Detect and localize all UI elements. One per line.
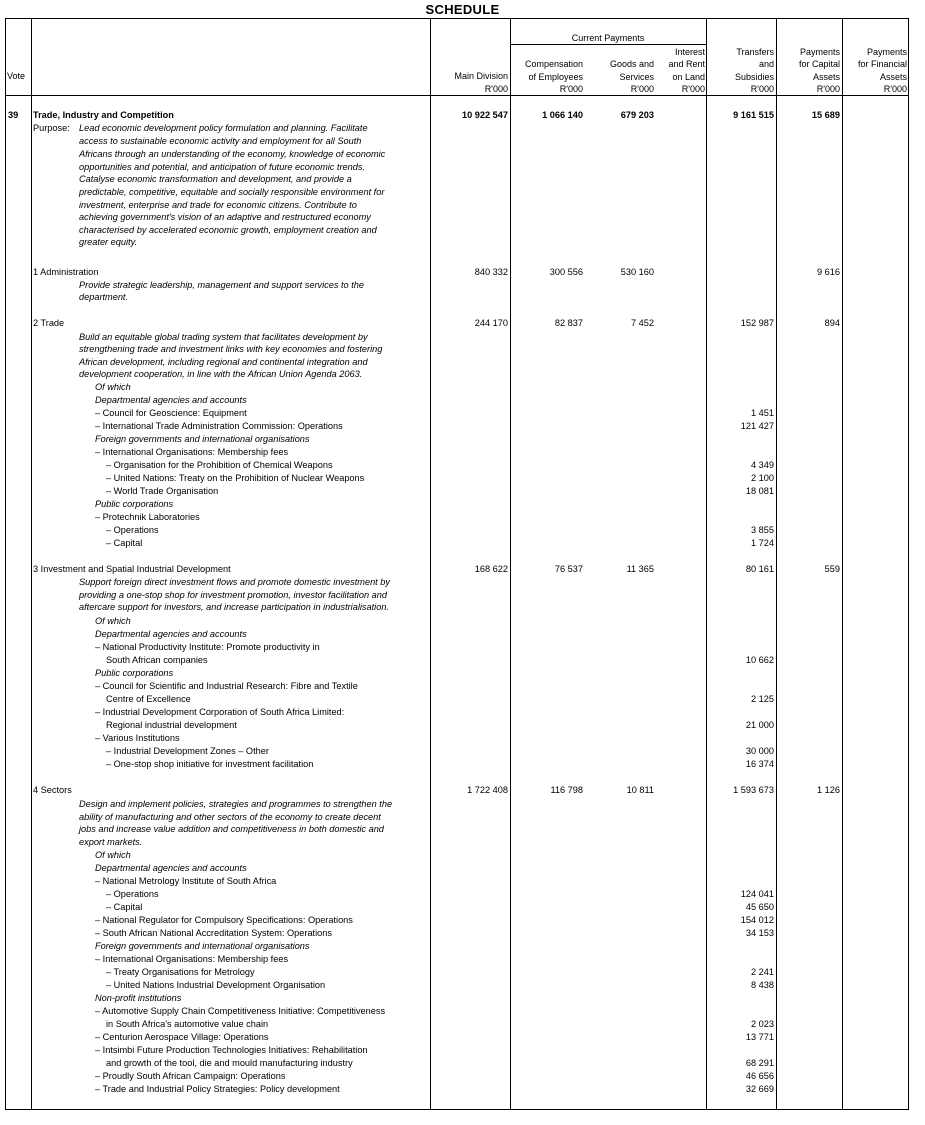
row-description: Departmental agencies and accounts (95, 863, 247, 873)
header-unit: R'000 (681, 84, 705, 94)
row-description: characterised by accelerated economic growth, employment creation and (79, 225, 377, 235)
header-unit: R'000 (883, 84, 907, 94)
row-label: – Various Institutions (95, 733, 180, 743)
row-label: Regional industrial development (106, 720, 237, 730)
cell-trans: 154 012 (740, 915, 774, 925)
header-transfers: Subsidies (734, 72, 774, 82)
cell-main: 244 170 (474, 318, 508, 328)
row-label: – Council for Geoscience: Equipment (95, 408, 247, 418)
row-label: – International Trade Administration Commission: Operations (95, 421, 343, 431)
header-capital-assets: for Capital (798, 59, 840, 69)
table-row (5, 888, 909, 901)
row-label: and growth of the tool, die and mould manufacturing industry (106, 1058, 353, 1068)
table-row (5, 875, 909, 888)
header-transfers: and (758, 59, 774, 69)
row-label: – United Nations Industrial Development Organisation (106, 980, 326, 990)
row-description: Non-profit institutions (95, 993, 182, 1003)
cell-trans: 124 041 (740, 889, 774, 899)
row-label: – World Trade Organisation (106, 486, 219, 496)
row-label: – One-stop shop initiative for investment facilitation (106, 759, 314, 769)
cell-trans: 2 023 (751, 1019, 774, 1029)
row-label: South African companies (106, 655, 208, 665)
table-row (5, 524, 909, 537)
header-rule (5, 95, 909, 96)
row-description: Of which (95, 850, 131, 860)
table-row (5, 1044, 909, 1057)
header-capital-assets: Assets (812, 72, 840, 82)
cell-trans: 34 153 (745, 928, 774, 938)
cell-trans: 30 000 (745, 746, 774, 756)
row-label: – United Nations: Treaty on the Prohibition of Nuclear Weapons (106, 473, 365, 483)
table-row (5, 798, 909, 811)
table-row (5, 927, 909, 940)
row-label: – Council for Scientific and Industrial Research: Fibre and Textile (95, 681, 358, 691)
cell-main: 10 922 547 (462, 110, 508, 120)
table-row (5, 953, 909, 966)
cell-goods: 530 160 (620, 267, 654, 277)
cell-trans: 121 427 (740, 421, 774, 431)
table-row (5, 784, 909, 797)
row-label: – Industrial Development Zones – Other (106, 746, 269, 756)
cell-comp: 300 556 (549, 267, 583, 277)
table-row (5, 563, 909, 576)
header-goods-services: Services (619, 72, 654, 82)
table-row (5, 628, 909, 641)
row-label: – Protechnik Laboratories (95, 512, 200, 522)
row-label: 2 Trade (33, 318, 65, 328)
table-row (5, 446, 909, 459)
table-row (5, 407, 909, 420)
cell-trans: 45 650 (745, 902, 774, 912)
cell-trans: 68 291 (745, 1058, 774, 1068)
table-row (5, 849, 909, 862)
row-label: – Trade and Industrial Policy Strategies: Policy development (95, 1084, 340, 1094)
cell-trans: 80 161 (745, 564, 774, 574)
table-row (5, 511, 909, 524)
header-transfers: Transfers (736, 47, 774, 57)
row-description: Of which (95, 616, 131, 626)
table-row (5, 940, 909, 953)
cell-trans: 46 656 (745, 1071, 774, 1081)
row-description: Public corporations (95, 668, 174, 678)
row-description: Design and implement policies, strategies and programmes to strengthen the (79, 799, 393, 809)
table-row (5, 148, 909, 161)
row-label: – International Organisations: Membership fees (95, 447, 289, 457)
row-description: achieving government's vision of an adaptive and restructured economy (79, 212, 371, 222)
table-row (5, 394, 909, 407)
table-row (5, 914, 909, 927)
table-row (5, 615, 909, 628)
header-main-division: Main Division (454, 71, 508, 81)
cell-trans: 16 374 (745, 759, 774, 769)
row-label: Centre of Excellence (106, 694, 191, 704)
row-label: – Capital (106, 902, 143, 912)
row-description: Provide strategic leadership, management and support services to the (79, 280, 364, 290)
row-description: African development, including regional and continental integration and (79, 357, 368, 367)
table-row (5, 472, 909, 485)
vote-number: 39 (8, 110, 19, 120)
row-label: – Operations (106, 889, 159, 899)
table-row (5, 966, 909, 979)
table-row (5, 317, 909, 330)
row-description: aftercare support for investors, and increase participation in industrialisation. (79, 602, 389, 612)
table-row (5, 433, 909, 446)
row-description: greater equity. (79, 237, 138, 247)
page-title: SCHEDULE (425, 2, 500, 17)
row-label: – Automotive Supply Chain Competitiveness Initiative: Competitiveness (95, 1006, 386, 1016)
table-row (5, 236, 909, 249)
row-label: – Operations (106, 525, 159, 535)
row-label: – Industrial Development Corporation of South Africa Limited: (95, 707, 345, 717)
row-description: development cooperation, in line with the African Union Agenda 2063. (79, 369, 363, 379)
header-interest-rent: on Land (672, 72, 705, 82)
row-description: Foreign governments and international organisations (95, 941, 310, 951)
cell-trans: 1 593 673 (733, 785, 774, 795)
row-description: Lead economic development policy formulation and planning. Facilitate (79, 123, 368, 133)
row-label: Trade, Industry and Competition (33, 110, 174, 120)
table-row (5, 654, 909, 667)
row-description: Public corporations (95, 499, 174, 509)
table-row (5, 1057, 909, 1070)
cell-goods: 11 365 (626, 564, 654, 574)
row-description: Departmental agencies and accounts (95, 629, 247, 639)
row-label: 1 Administration (33, 267, 99, 277)
cell-cap: 9 616 (817, 267, 840, 277)
header-interest-rent: and Rent (668, 59, 705, 69)
row-label: – Treaty Organisations for Metrology (106, 967, 255, 977)
row-description: jobs and increase value addition and competitiveness in both domestic and (79, 824, 384, 834)
table-row (5, 576, 909, 589)
table-row (5, 862, 909, 875)
table-row (5, 498, 909, 511)
row-label: – Intsimbi Future Production Technologies Initiatives: Rehabilitation (95, 1045, 368, 1055)
row-label: in South Africa's automotive value chain (106, 1019, 269, 1029)
cell-trans: 10 662 (745, 655, 774, 665)
row-label: – Centurion Aerospace Village: Operations (95, 1032, 269, 1042)
cell-goods: 679 203 (620, 110, 654, 120)
table-row (5, 680, 909, 693)
table-row (5, 109, 909, 122)
table-row (5, 368, 909, 381)
table-row (5, 823, 909, 836)
row-description: Catalyse economic transformation and development, and provide a (79, 174, 352, 184)
current-payments-rule (510, 44, 706, 45)
table-row (5, 706, 909, 719)
cell-trans: 9 161 515 (733, 110, 774, 120)
row-label: – Organisation for the Prohibition of Chemical Weapons (106, 460, 333, 470)
row-description: export markets. (79, 837, 143, 847)
cell-comp: 82 837 (554, 318, 583, 328)
table-row (5, 485, 909, 498)
row-label: – South African National Accreditation System: Operations (95, 928, 332, 938)
cell-trans: 3 855 (751, 525, 774, 535)
cell-trans: 2 241 (751, 967, 774, 977)
cell-trans: 2 125 (751, 694, 774, 704)
table-row (5, 1005, 909, 1018)
cell-cap: 559 (824, 564, 840, 574)
row-description: department. (79, 292, 129, 302)
row-label: – National Regulator for Compulsory Specifications: Operations (95, 915, 353, 925)
cell-trans: 18 081 (745, 486, 774, 496)
table-row (5, 1018, 909, 1031)
header-unit: R'000 (630, 84, 654, 94)
cell-main: 840 332 (474, 267, 508, 277)
table-row (5, 1031, 909, 1044)
row-description: investment, enterprise and trade for economic citizens. Contribute to (79, 200, 357, 210)
table-row (5, 420, 909, 433)
row-label: – Capital (106, 538, 143, 548)
cell-trans: 1 724 (751, 538, 774, 548)
table-row (5, 122, 909, 135)
row-description: providing a one-stop shop for investment promotion, investor facilitation and (79, 590, 387, 600)
table-row (5, 266, 909, 279)
table-row (5, 1083, 909, 1096)
header-compensation: of Employees (528, 72, 583, 82)
table-row (5, 641, 909, 654)
table-row (5, 211, 909, 224)
table-row (5, 186, 909, 199)
header-unit: R'000 (750, 84, 774, 94)
table-row (5, 1070, 909, 1083)
cell-main: 168 622 (474, 564, 508, 574)
cell-trans: 1 451 (751, 408, 774, 418)
cell-trans: 8 438 (751, 980, 774, 990)
header-current-payments: Current Payments (571, 33, 645, 43)
header-capital-assets: Payments (799, 47, 840, 57)
table-row (5, 291, 909, 304)
row-description: Of which (95, 382, 131, 392)
cell-main: 1 722 408 (467, 785, 508, 795)
table-row (5, 719, 909, 732)
cell-cap: 894 (824, 318, 840, 328)
table-row (5, 667, 909, 680)
table-row (5, 601, 909, 614)
cell-trans: 13 771 (745, 1032, 774, 1042)
cell-comp: 76 537 (554, 564, 583, 574)
cell-goods: 7 452 (631, 318, 654, 328)
header-goods-services: Goods and (609, 59, 654, 69)
row-label: 4 Sectors (33, 785, 72, 795)
header-compensation: Compensation (524, 59, 583, 69)
row-description: ability of manufacturing and other sectors of the economy to create decent (79, 812, 381, 822)
cell-comp: 1 066 140 (542, 110, 583, 120)
cell-trans: 2 100 (751, 473, 774, 483)
row-description: Build an equitable global trading system that facilitates development by (79, 332, 368, 342)
row-description: Foreign governments and international organisations (95, 434, 310, 444)
table-row (5, 992, 909, 1005)
row-description: Departmental agencies and accounts (95, 395, 247, 405)
row-label: – National Metrology Institute of South Africa (95, 876, 277, 886)
header-vote: Vote (7, 71, 26, 81)
purpose-label: Purpose: (33, 123, 70, 133)
row-label: 3 Investment and Spatial Industrial Development (33, 564, 231, 574)
row-description: Support foreign direct investment flows and promote domestic investment by (79, 577, 390, 587)
row-label: – Proudly South African Campaign: Operations (95, 1071, 286, 1081)
row-description: opportunities and potential, and anticipation of future economic trends. (79, 162, 366, 172)
table-row (5, 745, 909, 758)
table-row (5, 459, 909, 472)
header-interest-rent: Interest (674, 47, 705, 57)
table-row (5, 732, 909, 745)
cell-comp: 116 798 (550, 785, 583, 795)
row-description: strengthening trade and investment links with key economies and fostering (79, 344, 383, 354)
table-row (5, 135, 909, 148)
row-description: predictable, competitive, equitable and socially responsible environment for (79, 187, 385, 197)
header-unit: R'000 (559, 84, 583, 94)
table-row (5, 173, 909, 186)
table-row (5, 537, 909, 550)
cell-trans: 32 669 (745, 1084, 774, 1094)
cell-trans: 152 987 (740, 318, 774, 328)
header-unit: R'000 (484, 84, 508, 94)
table-row (5, 758, 909, 771)
table-row (5, 901, 909, 914)
cell-cap: 1 126 (817, 785, 840, 795)
cell-trans: 21 000 (745, 720, 774, 730)
cell-goods: 10 811 (626, 785, 654, 795)
table-row (5, 979, 909, 992)
cell-trans: 4 349 (751, 460, 774, 470)
header-unit: R'000 (816, 84, 840, 94)
header-financial-assets: Assets (879, 72, 907, 82)
table-row (5, 381, 909, 394)
row-label: – International Organisations: Membership fees (95, 954, 289, 964)
row-label: – National Productivity Institute: Promote productivity in (95, 642, 320, 652)
table-row (5, 836, 909, 849)
header-financial-assets: for Financial (857, 59, 907, 69)
cell-cap: 15 689 (811, 110, 840, 120)
row-description: Africans through an understanding of the economy, knowledge of economic (79, 149, 386, 159)
table-row (5, 343, 909, 356)
table-row (5, 693, 909, 706)
header-financial-assets: Payments (866, 47, 907, 57)
row-description: access to sustainable economic activity and employment for all South (79, 136, 362, 146)
